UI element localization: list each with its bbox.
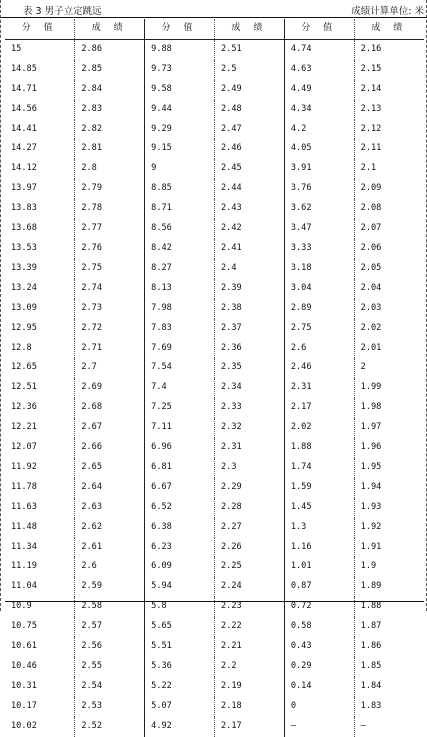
table-title: 表 3 男子立定跳远	[23, 6, 102, 17]
table-row	[5, 378, 424, 398]
result-cell: 1.83	[360, 700, 382, 711]
score-value-cell: 0.72	[284, 597, 354, 617]
score-value-cell: 14.27	[5, 139, 75, 159]
result-cell: 2.62	[75, 518, 145, 538]
score-value-cell: 6.96	[145, 438, 215, 458]
result-cell: 2.66	[75, 438, 145, 458]
score-value-cell: 10.31	[5, 677, 75, 697]
result-cell: 2.63	[75, 498, 145, 518]
score-value-cell: 13.09	[5, 299, 75, 319]
result-cell: 2.35	[214, 358, 284, 378]
result-cell: 2.65	[75, 458, 145, 478]
result-cell: 1.94	[360, 481, 382, 492]
score-value-cell: 1.59	[284, 478, 354, 498]
result-cell: 2.22	[214, 617, 284, 637]
result-cell: 2.67	[75, 418, 145, 438]
score-value-cell: 7.69	[145, 339, 215, 359]
score-value-cell: 12.65	[5, 358, 75, 378]
result-cell: –	[360, 720, 366, 731]
result-cell: 1.91	[360, 541, 382, 552]
result-cell: 2.77	[75, 219, 145, 239]
score-value-cell: 13.24	[5, 279, 75, 299]
result-cell: 2.01	[360, 342, 382, 353]
result-cell: 2.2	[214, 657, 284, 677]
result-cell: 2.38	[214, 299, 284, 319]
score-value-cell: 14.56	[5, 100, 75, 120]
score-value-cell: 5.22	[145, 677, 215, 697]
result-cell: 1.9	[360, 561, 377, 572]
result-cell: 2.46	[214, 139, 284, 159]
result-cell: 1.99	[360, 382, 382, 393]
score-value-cell: 2.75	[284, 319, 354, 339]
result-cell: 1.97	[360, 422, 382, 433]
result-cell: 2.15	[360, 63, 382, 74]
score-value-cell: 9	[145, 159, 215, 179]
table-caption	[1, 0, 427, 18]
result-cell: 2.51	[214, 39, 284, 59]
score-value-cell: 9.88	[145, 39, 215, 59]
result-cell: 2.07	[360, 223, 382, 234]
table-row	[5, 239, 424, 259]
score-value-cell: 5.94	[145, 577, 215, 597]
table-row	[5, 577, 424, 597]
result-cell: 2.79	[75, 179, 145, 199]
score-value-cell: 1.3	[284, 518, 354, 538]
result-cell: 2.59	[75, 577, 145, 597]
result-cell: 2.08	[360, 203, 382, 214]
score-value-cell: 3.33	[284, 239, 354, 259]
result-cell: 2.47	[214, 120, 284, 140]
score-value-cell: 7.54	[145, 358, 215, 378]
score-value-cell: 4.05	[284, 139, 354, 159]
score-value-cell: 4.63	[284, 60, 354, 80]
score-value-cell: 2.17	[284, 398, 354, 418]
result-cell: 2.13	[360, 103, 382, 114]
result-cell: 2.26	[214, 538, 284, 558]
result-cell: 2.74	[75, 279, 145, 299]
score-value-cell: 6.23	[145, 538, 215, 558]
result-cell: 2.17	[214, 717, 284, 737]
result-cell: 1.86	[360, 641, 382, 652]
score-value-cell: 13.53	[5, 239, 75, 259]
score-value-cell: 10.61	[5, 637, 75, 657]
result-cell: 2.4	[214, 259, 284, 279]
result-cell: 2.21	[214, 637, 284, 657]
result-cell: 2.84	[75, 80, 145, 100]
result-cell: 2.83	[75, 100, 145, 120]
score-value-cell: 7.25	[145, 398, 215, 418]
score-value-cell: 14.85	[5, 60, 75, 80]
result-cell: 2.58	[75, 597, 145, 617]
score-value-cell: 7.98	[145, 299, 215, 319]
score-value-cell: 8.85	[145, 179, 215, 199]
score-value-cell: 5.36	[145, 657, 215, 677]
score-value-cell: 11.78	[5, 478, 75, 498]
score-value-cell: 7.83	[145, 319, 215, 339]
score-value-cell: 11.48	[5, 518, 75, 538]
score-value-cell: 9.73	[145, 60, 215, 80]
score-value-cell: 4.92	[145, 717, 215, 737]
table-row	[5, 159, 424, 179]
score-value-cell: –	[284, 717, 354, 737]
result-cell: 1.95	[360, 461, 382, 472]
top-rule	[1, 17, 427, 18]
result-cell: 2.78	[75, 199, 145, 219]
score-value-cell: 2.6	[284, 339, 354, 359]
table-row	[5, 179, 424, 199]
score-value-cell: 10.75	[5, 617, 75, 637]
result-cell: 2	[360, 362, 366, 373]
score-value-cell: 11.92	[5, 458, 75, 478]
table-row	[5, 299, 424, 319]
result-cell: 2.03	[360, 302, 382, 313]
result-cell: 2.19	[214, 677, 284, 697]
score-value-cell: 6.38	[145, 518, 215, 538]
result-cell: 2.61	[75, 538, 145, 558]
result-cell: 2.55	[75, 657, 145, 677]
bottom-rule	[5, 601, 424, 602]
score-value-cell: 9.15	[145, 139, 215, 159]
result-cell: 2.32	[214, 418, 284, 438]
column-header: 成 绩	[214, 19, 284, 39]
result-cell: 2.53	[75, 697, 145, 717]
result-cell: 2.8	[75, 159, 145, 179]
table-row	[5, 139, 424, 159]
score-value-cell: 6.81	[145, 458, 215, 478]
result-cell: 2.75	[75, 259, 145, 279]
score-value-cell: 13.68	[5, 219, 75, 239]
result-cell: 2.7	[75, 358, 145, 378]
score-value-cell: 3.62	[284, 199, 354, 219]
score-value-cell: 2.89	[284, 299, 354, 319]
score-value-cell: 12.36	[5, 398, 75, 418]
score-value-cell: 9.44	[145, 100, 215, 120]
table-row	[5, 458, 424, 478]
score-value-cell: 0.87	[284, 577, 354, 597]
result-cell: 2.42	[214, 219, 284, 239]
result-cell: 1.98	[360, 402, 382, 413]
score-value-cell: 4.74	[284, 39, 354, 59]
column-header: 分 值	[5, 19, 75, 39]
table-row	[5, 259, 424, 279]
score-value-cell: 8.71	[145, 199, 215, 219]
table-row	[5, 518, 424, 538]
unit-note: 成绩计算单位: 米	[351, 6, 424, 17]
result-cell: 2.85	[75, 60, 145, 80]
result-cell: 2.36	[214, 339, 284, 359]
table-row	[5, 358, 424, 378]
column-header: 分 值	[145, 19, 215, 39]
result-cell: 1.84	[360, 680, 382, 691]
score-value-cell: 0.29	[284, 657, 354, 677]
result-cell: 2.82	[75, 120, 145, 140]
result-cell: 2.45	[214, 159, 284, 179]
table-row	[5, 219, 424, 239]
result-cell: 2.09	[360, 183, 382, 194]
table-row	[5, 199, 424, 219]
score-value-cell: 4.2	[284, 120, 354, 140]
result-cell: 1.89	[360, 581, 382, 592]
table-row	[5, 617, 424, 637]
score-value-cell: 7.4	[145, 378, 215, 398]
result-cell: 2.05	[360, 262, 382, 273]
table-row	[5, 339, 424, 359]
result-cell: 1.96	[360, 442, 382, 453]
result-cell: 2.24	[214, 577, 284, 597]
result-cell: 1.87	[360, 621, 382, 632]
score-value-cell: 11.34	[5, 538, 75, 558]
score-value-cell: 4.34	[284, 100, 354, 120]
result-cell: 2.5	[214, 60, 284, 80]
result-cell: 2.11	[360, 143, 382, 154]
table-row	[5, 279, 424, 299]
result-cell: 2.72	[75, 319, 145, 339]
result-cell: 2.56	[75, 637, 145, 657]
result-cell: 1.92	[360, 521, 382, 532]
table-row	[5, 538, 424, 558]
score-table	[5, 19, 424, 737]
result-cell: 2.12	[360, 123, 382, 134]
score-value-cell: 2.46	[284, 358, 354, 378]
score-value-cell: 6.52	[145, 498, 215, 518]
score-value-cell: 0.14	[284, 677, 354, 697]
result-cell: 2.04	[360, 282, 382, 293]
score-value-cell: 3.91	[284, 159, 354, 179]
table-row	[5, 398, 424, 418]
score-value-cell: 10.02	[5, 717, 75, 737]
table-row	[5, 657, 424, 677]
table-row	[5, 60, 424, 80]
score-value-cell: 12.21	[5, 418, 75, 438]
table-row	[5, 717, 424, 737]
result-cell: 2.68	[75, 398, 145, 418]
table-row	[5, 418, 424, 438]
score-value-cell: 3.76	[284, 179, 354, 199]
score-value-cell: 8.56	[145, 219, 215, 239]
result-cell: 2.49	[214, 80, 284, 100]
score-value-cell: 5.65	[145, 617, 215, 637]
result-cell: 2.14	[360, 83, 382, 94]
score-value-cell: 2.31	[284, 378, 354, 398]
score-value-cell: 3.04	[284, 279, 354, 299]
score-value-cell: 13.83	[5, 199, 75, 219]
score-value-cell: 6.67	[145, 478, 215, 498]
score-value-cell: 15	[5, 39, 75, 59]
score-value-cell: 0.58	[284, 617, 354, 637]
result-cell: 2.41	[214, 239, 284, 259]
score-value-cell: 14.71	[5, 80, 75, 100]
score-value-cell: 4.49	[284, 80, 354, 100]
score-value-cell: 9.29	[145, 120, 215, 140]
table-row	[5, 478, 424, 498]
result-cell: 2.81	[75, 139, 145, 159]
score-value-cell: 1.74	[284, 458, 354, 478]
column-header: 分 值	[284, 19, 354, 39]
score-value-cell: 1.01	[284, 557, 354, 577]
column-header: 成 绩	[354, 19, 424, 39]
score-value-cell: 13.39	[5, 259, 75, 279]
result-cell: 2.31	[214, 438, 284, 458]
result-cell: 1.85	[360, 661, 382, 671]
score-value-cell: 1.45	[284, 498, 354, 518]
result-cell: 2.1	[360, 163, 377, 174]
result-cell: 2.71	[75, 339, 145, 359]
score-value-cell: 10.9	[5, 597, 75, 617]
score-value-cell: 11.19	[5, 557, 75, 577]
result-cell: 2.18	[214, 697, 284, 717]
table-row	[5, 677, 424, 697]
table-row	[5, 557, 424, 577]
result-cell: 2.76	[75, 239, 145, 259]
table-row	[5, 100, 424, 120]
score-value-cell: 5.8	[145, 597, 215, 617]
table-row	[5, 319, 424, 339]
table-row	[5, 637, 424, 657]
score-value-cell: 0	[284, 697, 354, 717]
result-cell: 2.69	[75, 378, 145, 398]
table-row	[5, 438, 424, 458]
score-value-cell: 12.51	[5, 378, 75, 398]
result-cell: 2.39	[214, 279, 284, 299]
score-value-cell: 10.46	[5, 657, 75, 677]
score-value-cell: 12.8	[5, 339, 75, 359]
score-value-cell: 9.58	[145, 80, 215, 100]
result-cell: 2.29	[214, 478, 284, 498]
result-cell: 2.16	[360, 43, 382, 54]
score-value-cell: 6.09	[145, 557, 215, 577]
table-row	[5, 498, 424, 518]
result-cell: 2.33	[214, 398, 284, 418]
table-row	[5, 80, 424, 100]
score-value-cell: 11.63	[5, 498, 75, 518]
score-value-cell: 2.02	[284, 418, 354, 438]
result-cell: 2.48	[214, 100, 284, 120]
score-value-cell: 8.42	[145, 239, 215, 259]
result-cell: 1.93	[360, 501, 382, 512]
score-value-cell: 8.13	[145, 279, 215, 299]
result-cell: 2.86	[75, 39, 145, 59]
score-value-cell: 1.16	[284, 538, 354, 558]
result-cell: 2.57	[75, 617, 145, 637]
table-row	[5, 697, 424, 717]
result-cell: 2.6	[75, 557, 145, 577]
score-value-cell: 11.04	[5, 577, 75, 597]
result-cell: 2.34	[214, 378, 284, 398]
table-header-row	[5, 19, 424, 39]
result-cell: 2.02	[360, 322, 382, 333]
result-cell: 2.06	[360, 242, 382, 253]
score-value-cell: 12.07	[5, 438, 75, 458]
result-cell: 2.23	[214, 597, 284, 617]
column-header: 成 绩	[75, 19, 145, 39]
score-value-cell: 1.88	[284, 438, 354, 458]
score-value-cell: 12.95	[5, 319, 75, 339]
result-cell: 2.44	[214, 179, 284, 199]
score-value-cell: 13.97	[5, 179, 75, 199]
score-value-cell: 3.18	[284, 259, 354, 279]
result-cell: 2.28	[214, 498, 284, 518]
score-value-cell: 5.51	[145, 637, 215, 657]
result-cell: 2.54	[75, 677, 145, 697]
score-value-cell: 3.47	[284, 219, 354, 239]
result-cell: 2.64	[75, 478, 145, 498]
score-value-cell: 8.27	[145, 259, 215, 279]
result-cell: 2.52	[75, 717, 145, 737]
result-cell: 2.3	[214, 458, 284, 478]
result-cell: 2.73	[75, 299, 145, 319]
result-cell: 2.37	[214, 319, 284, 339]
result-cell: 2.43	[214, 199, 284, 219]
table-row	[5, 39, 424, 59]
score-value-cell: 5.07	[145, 697, 215, 717]
table-row	[5, 120, 424, 140]
score-value-cell: 10.17	[5, 697, 75, 717]
result-cell: 1.88	[360, 601, 382, 612]
score-value-cell: 14.41	[5, 120, 75, 140]
score-value-cell: 14.12	[5, 159, 75, 179]
score-value-cell: 0.43	[284, 637, 354, 657]
score-value-cell: 7.11	[145, 418, 215, 438]
result-cell: 2.27	[214, 518, 284, 538]
result-cell: 2.25	[214, 557, 284, 577]
